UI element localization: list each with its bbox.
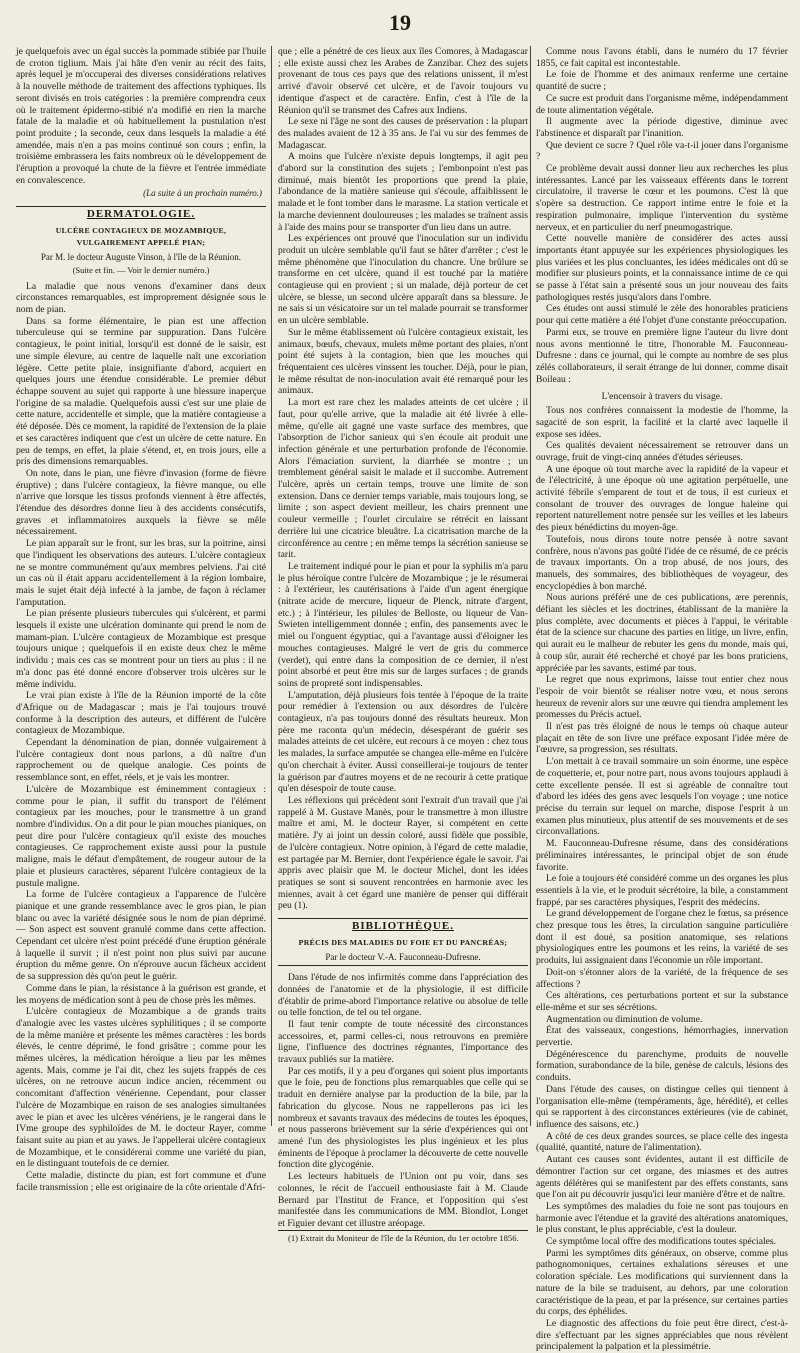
- body-paragraph: Ces qualités devaient nécessairement se retrouver dans un ouvrage, fruit de vingt-cinq années d'études sérieuses.: [536, 440, 788, 463]
- section-rule: [16, 206, 266, 207]
- body-paragraph: Parmi eux, se trouve en première ligne l'auteur du livre dont nous avons mentionné le titre, l'honorable M. Fauconneau-Dufresne : dans ce journal, qui le compte au nombre de ses plus zélés collaborateurs, il serait étrange de lui donner, comme disait Boileau :: [536, 326, 788, 385]
- body-paragraph: Le regret que nous exprimons, laisse tout entier chez nous l'espoir de voir bientôt se réaliser notre vœu, et nous serons heureux de revenir alors sur une œuvre qui tiendra amplement les promesses du Précis actuel.: [536, 674, 788, 721]
- body-paragraph: L'ulcère contagieux de Mozambique a de grands traits d'analogie avec les vastes ulcères syphilitiques ; il se comporte de la même manière et présente les mêmes caractères : les bords élevés, le centre déprimé, le fond grisâtre ; comme pour les mêmes ulcères, la médication héroïque a lieu par les mêmes agents. Mais, comme je l'ai dit, chez les sujets frappés de ces ulcères, on ne retrouve aucun indice ancien, récemment ou concomitant d'affection vénérienne. Cependant, pour classer l'ulcère de Mozambique en raison de ses analogies simultanées avec le pian et avec les ulcères vénériens, je le rangerai dans le IVme groupe des syphiloïdes de M. le docteur Rayer, comme faisant suite au pian et au yaws. Je l'appellerai ulcère contagieux de Mozambique, et le considérerai comme une variété du pian, en le distinguant toutefois de ce dernier.: [16, 1006, 266, 1170]
- body-paragraph: Ces études ont aussi stimulé le zèle des honorables praticiens pour qui cette matière a été l'objet d'une constante préoccupation.: [536, 303, 788, 327]
- body-paragraph: La forme de l'ulcère contagieux a l'apparence de l'ulcère pianique et une grande ressemblance avec le gros pian, le pian blanc ou avec la variété désignée sous le nom de pian déprimé. — Son aspect est souvent granulé comme dans cette affection. Cependant cet ulcère n'est point précédé d'une éruption générale à laquelle il survit ; il n'est point non plus suivi par aucune éruption du même genre. On n'éprouve aucun fâcheux accident de sa suppression dès qu'on peut le guérir.: [16, 889, 266, 983]
- article-subtitle: (Suite et fin. — Voir le dernier numéro.): [72, 264, 210, 275]
- body-paragraph: Les expériences ont prouvé que l'inoculation sur un individu produit un ulcère semblable qu'il faut se hâter d'arrêter ; c'est le même phénomène que l'inoculation du chancre. Une brûlure se transforme en cet ulcère, quand il est touché par la matière contagieuse qui en provient ; si un malade, déjà porteur de cet ulcère, se blesse, un second ulcère apparaît dans sa blessure. Je ne sais si un vésicatoire sur un tel malade pourrait se transformer en un ulcère semblable.: [278, 233, 528, 327]
- body-paragraph: Parmi les symptômes dits généraux, on observe, comme plus pathognomoniques, certaines exhalations séreuses et une coloration spéciale. Les modifications qui surviennent dans la nature de la bile se traduisent, au dehors, par une coloration caractéristique de la peau, et par la présence, sur certaines parties du corps, des éphélides.: [536, 1247, 788, 1318]
- body-paragraph: Sur le même établissement où l'ulcère contagieux existait, les animaux, bœufs, chevaux, mulets même portant des plaies, n'ont point été sujets à la contagion, bien que les mouches qui fréquentaient ces ulcères vinssent les toucher. Déjà, pour le pian, le même résultat de non-inoculation avait été remarqué pour les animaux.: [278, 326, 528, 397]
- intro-paragraph: je quelquefois avec un égal succès la pommade stibiée par l'huile de croton tiglium. Mais j'ai hâte d'en venir au récit des faits, après lequel je m'occuperai des diverses considérations relatives à la nouvelle méthode de traitement des affections typhiques. Ils seront divisés en trois catégories : la première comprendra ceux où le traitement épidermo-stibié n'a modifié en rien la marche fatale de la maladie et où habituellement la pustulation n'est point produite ; la seconde, ceux dans lesquels la maladie a été amendée, mais n'en a pas moins continué son cours ; enfin, la troisième embrassera les faits nombreux où le développement de l'éruption a provoqué la chute de la fièvre et l'entrée immédiate en convalescence.: [16, 46, 266, 186]
- body-paragraph: Cette maladie, distincte du pian, est fort commune et d'une facile transmission ; elle est originaire de la côte orientale d'Afri-: [16, 1170, 266, 1193]
- column-middle: [278, 46, 528, 1243]
- column-divider: [530, 46, 531, 1126]
- body-paragraph: Il augmente avec la période digestive, diminue avec l'abstinence et disparaît par l'inanition.: [536, 116, 788, 139]
- byline-rule: [278, 965, 528, 966]
- body-paragraph: Par ces motifs, il y a peu d'organes qui soient plus importants que le foie, peu de fonctions plus remarquables que celle qui se traduit en dernière analyse par la production de la bile, par la fabrication du glycose. Nous ne rappellerons pas ici les nombreux et savants travaux des médecins de toutes les époques, et nous passerons brièvement sur la série d'expériences qui ont amené l'un des physiologistes les plus ingénieux et les plus éminents de l'époque à proclamer la découverte de cette nouvelle fonction dite glycogénie.: [278, 1065, 528, 1171]
- body-paragraph: Cependant la dénomination de pian, donnée vulgairement à l'ulcère contagieux dont nous parlons, a dû naître d'un rapprochement ou de quelque analogie. Ces points de ressemblance sont, en effet, réels, et je vais les montrer.: [16, 737, 266, 784]
- body-paragraph: Tous nos confrères connaissent la modestie de l'homme, la sagacité de son esprit, la facilité et la clarté avec laquelle il expose ses idées.: [536, 405, 788, 440]
- body-paragraph: Le sexe ni l'âge ne sont des causes de préservation : la plupart des malades avaient de 12 à 35 ans. Je l'ai vu sur des femmes de Madagascar.: [278, 116, 528, 151]
- body-paragraph: Dans l'étude de nos infirmités comme dans l'appréciation des données de l'anatomie et de la physiologie, il est difficile d'établir de prime-abord l'importance relative ou absolue de telle ou telle fonction, de tel ou tel organe.: [278, 972, 528, 1019]
- body-paragraph: Le foie a toujours été considéré comme un des organes les plus essentiels à la vie, et le produit sécrétoire, la bile, a constamment frappé, par ses caractères physiques, l'esprit des médecins.: [536, 873, 788, 908]
- body-paragraph: L'amputation, déjà plusieurs fois tentée à l'époque de la traite pour remédier à l'extension ou aux désordres de l'ulcère contagieux, n'a pas toujours donné des résultats heureux. Mon père me raconta qu'un médecin, désespérant de guérir ses malades atteints de cet ulcère, eut recours à ce moyen : chez tous les malades, la surface amputée se changea elle-même en l'ulcère qu'on cherchait à éviter. Aussi conseillerai-je toujours de tenter la guérison par d'autres moyens et de ne recourir à cette pratique qu'en désespoir de toute cause.: [278, 689, 528, 795]
- body-paragraph: Les réflexions qui précèdent sont l'extrait d'un travail que j'ai rappelé à M. Gustave Manès, pour le transmettre à mon illustre maître et ami, M. le docteur Rayer, si compétent en cette matière. J'y ai joint un dessin coloré, aussi fidèle que possible, de l'ulcère contagieux. Notre opinion, à l'égard de cette maladie, est partagée par M. Bernier, dont l'expérience égale le savoir. J'ai appris avec plaisir que M. le docteur Michel, dont les idées pratiques se sont si souvent rencontrées en harmonie avec les miennes, avait à cet égard une manière de penser qui différait peu (1).: [278, 795, 528, 912]
- body-paragraph: Le traitement indiqué pour le pian et pour la syphilis m'a paru le plus héroïque contre l'ulcère de Mozambique ; je le résumerai : à l'extérieur, les cautérisations à l'aide d'un agent énergique (nitrate acide de mercure, liqueur de Plenck, nitrate d'argent, etc.) ; à l'intérieur, les pilules de Belloste, ou liqueur de Van-Swieten intelligemment donnée ; enfin, des pansements avec le miel ou l'onguent égyptiac, qui a l'avantage aussi d'éloigner les mouches contagieuses. Malgré le vert de gris du commerce (verdet), qui entre dans la composition de ce dernier, il n'est point absorbé et peut être mis sur de larges surfaces ; de grands soins de propreté sont indispensables.: [278, 560, 528, 689]
- body-paragraph: Ce symptôme local offre des modifications toutes spéciales.: [546, 1236, 777, 1248]
- body-paragraph: Il n'est pas très éloigné de nous le temps où chaque auteur plaçait en tête de son livre une préface exposant l'idée mère de l'œuvre, sa progression, ses résultats.: [536, 721, 788, 756]
- body-paragraph: Le pian apparaît sur le front, sur les bras, sur la poitrine, ainsi que l'indiquent les observations des auteurs. L'ulcère contagieux ne se montre communément qu'aux membres pelviens. J'ai cité un cas où il était apparu accidentellement à la région lombaire, mais le sujet était déjà infecté à la jambe, de façon à réclamer l'amputation.: [16, 538, 266, 608]
- section-rule: [278, 918, 528, 919]
- body-paragraph: A une époque où tout marche avec la rapidité de la vapeur et de l'électricité, à une époque où une agitation perpétuelle, une activité fébrile s'emparent de tout et de tous, il est curieux et consolant de trouver des ouvrages de longue haleine qui reportent naturellement notre pensée sur les veilles et les labeurs des pieux bénédictins du moyen-âge.: [536, 463, 788, 534]
- body-paragraph: Ces altérations, ces perturbations portent et sur la substance elle-même et sur ses sécrétions.: [536, 990, 788, 1013]
- body-paragraph: Ce sucre est produit dans l'organisme même, indépendamment de toute alimentation végétale.: [536, 92, 788, 116]
- body-paragraph: Dégénérescence du parenchyme, produits de nouvelle formation, surabondance de la bile, genèse de calculs, lésions des conduits.: [536, 1048, 788, 1084]
- body-paragraph: État des vaisseaux, congestions, hémorrhagies, innervation pervertie.: [536, 1025, 788, 1049]
- body-paragraph: Ce problème devait aussi donner lieu aux recherches les plus intéressantes. Lancé par les vaisseaux efférents dans le torrent circulatoire, il traverse le cœur et les poumons. C'est là que s'opère sa destruction. Ce rapport intime entre le foie et la respiration pulmonaire, implique l'intervention du système nerveux, et en particulier du nerf pneumogastrique.: [536, 163, 788, 233]
- continuation-note: (La suite à un prochain numéro.): [143, 188, 262, 199]
- body-paragraph: Nous aurions préféré une de ces publications, ære perennis, défiant les siècles et les doctrines, établissant de la manière la plus complète, avec documents et pièces à l'appui, le véritable état de la science sur chacune des parties en litige, un livre, enfin, qui aurait eu le malheur de rebuter les gens du monde, mais qui, à coup sûr, aurait été recherché et choyé par les bons praticiens, appréciée par les savants, estimé par tous.: [536, 592, 788, 674]
- body-paragraph: que ; elle a pénétré de ces lieux aux îles Comores, à Madagascar ; elle existe aussi chez les Arabes de Zanzibar. Chez des sujets provenant de tous ces pays que des relations unissent, il m'est arrivé d'avoir observé cet ulcère, et de l'avoir toujours vu identique d'aspect et de caractère. Enfin, c'est à l'île de la Réunion qu'il se transmet des Cafres aux Indiens.: [278, 46, 528, 116]
- verse-quote: L'encensoir à travers du visage.: [601, 391, 723, 403]
- body-paragraph: La maladie que nous venons d'examiner dans deux circonstances remarquables, est improprement désignée sous le nom de pian.: [16, 280, 266, 316]
- column-right: [536, 46, 788, 1353]
- body-paragraph: L'on mettait à ce travail sommaire un soin énorme, une espèce de coquetterie, et, pour notre part, nous avons toujours applaudi à cette excellente pensée. Il est si agréable de connaître tout d'abord les idées des gens avec lesquels l'on voyage ; une notice précise du terrain sur lequel on marche, dispose l'esprit à un examen plus minutieux, plus attentif de ses mouvements et de ses circonvallations.: [536, 756, 788, 838]
- article-byline: Par le docteur V.-A. Fauconneau-Dufresne.: [325, 952, 481, 963]
- body-paragraph: Comme dans le pian, la résistance à la guérison est grande, et les moyens de médication sont à peu de chose près les mêmes.: [16, 982, 266, 1006]
- column-left: [16, 46, 266, 1193]
- article-title: ULCÈRE CONTAGIEUX DE MOZAMBIQUE, VULGAIREMENT APPELÉ PIAN;: [55, 225, 227, 247]
- body-paragraph: Toutefois, nous dirons toute notre pensée à notre savant confrère, nous n'avons pas goûté l'idée de ce résumé, de ce précis de travaux importants. On a trop abusé, de nos jours, des manuels, des sommaires, des bibliothèques de voyageur, des encyclopédies à bon marché.: [536, 533, 788, 592]
- article-title: PRÉCIS DES MALADIES DU FOIE ET DU PANCRÉAS;: [298, 937, 508, 947]
- body-paragraph: Les lecteurs habituels de l'Union ont pu voir, dans ses colonnes, le récit de l'accueil enthousiaste fait à M. Claude Bernard par l'Institut de France, et l'opposition qui s'est manifestée dans les communications de MM. Blondlot, Longet et Figuier devant cet illustre aréopage.: [278, 1171, 528, 1229]
- section-heading-bibliotheque: BIBLIOTHÈQUE.: [352, 920, 454, 933]
- body-paragraph: Que devient ce sucre ? Quel rôle va-t-il jouer dans l'organisme ?: [536, 139, 788, 163]
- body-paragraph: Dans sa forme élémentaire, le pian est une affection tuberculeuse qui se termine par suppuration. Dans l'ulcère contagieux, le point initial, lorsqu'il est donné de le saisir, est une simple élevure, au centre de laquelle naît une excoriation légère. Cette petite plaie, insignifiante d'abord, acquiert en quelques jours une étendue considérable. Le premier début échappe souvent au sujet qui rapporte à une blessure inaperçue l'origine de sa maladie. Quelquefois aussi c'est sur une plaie de cette nature, accidentelle et simple, que la matière contagieuse a été déposée. Dès ce moment, la rapidité de l'extension de la plaie et ses caractères indiquent que c'est un ulcère de cette nature. En peu de temps, en effet, la plaie s'étend, et, en trois jours, elle a pris des dimensions remarquables.: [16, 315, 266, 468]
- body-paragraph: Autant ces causes sont évidentes, autant il est difficile de démontrer l'action sur cet organe, des miasmes et des autres agents délétères qui se manifestent par des effets constants, sans que l'on ait pu découvrir jusqu'ici leur manière d'être et de naître.: [536, 1154, 788, 1201]
- body-paragraph: L'ulcère de Mozambique est éminemment contagieux : comme pour le pian, il suffit du transport de l'élément contagieux par les mouches, pour le transmettre à un grand nombre d'individus. On a dit pour le pian mouches pianiques, on peut dire pour l'ulcère contagieux qu'il existe des mouches contagieuses. Ce rapprochement existe aussi pour la pustule maligne, mais le défaut d'empâtement, de rougeur autour de la plaie et plusieurs caractères, séparent l'ulcère contagieux de la pustule maligne.: [16, 783, 266, 889]
- body-paragraph: A côté de ces deux grandes sources, se place celle des ingesta (qualité, quantité, nature de l'alimentation).: [536, 1130, 788, 1154]
- body-paragraph: Augmentation ou diminution de volume.: [546, 1013, 703, 1025]
- body-paragraph: Le foie de l'homme et des animaux renferme une certaine quantité de sucre ;: [536, 69, 788, 93]
- body-paragraph: A moins que l'ulcère n'existe depuis longtemps, il agit peu d'abord sur la constitution des sujets ; l'embonpoint n'est pas diminué, mais bientôt les proportions que prend la plaie, l'abondance de la matière sanieuse qui s'écoule, affaiblissent le malade et le font tomber dans le marasme. La station verticale et la marche deviennent douloureuses ; les malades se traînent assis à l'aide des mains pour se transporter d'un lieu dans un autre.: [278, 151, 528, 233]
- footnote: (1) Extrait du Moniteur de l'île de la Réunion, du 1er octobre 1856.: [278, 1230, 528, 1245]
- section-heading-dermatologie: DERMATOLOGIE.: [86, 208, 196, 221]
- body-paragraph: Doit-on s'étonner alors de la variété, de la fréquence de ses affections ?: [536, 966, 788, 990]
- body-paragraph: On note, dans le pian, une fièvre d'invasion (forme de fièvre éruptive) ; dans l'ulcère contagieux, la fièvre manque, ou elle n'arrive que lorsque les tissus profonds viennent à être affectés, l'étendue des désordres donne lieu à des accidents consécutifs, graves et inflammatoires auxquels la fièvre se mêle nécessairement.: [16, 467, 266, 538]
- body-paragraph: Le vrai pian existe à l'île de la Réunion importé de la côte d'Afrique ou de Madagascar ; mais je l'ai toujours trouvé conforme à la description des auteurs, et différent de l'ulcère contagieux de Mozambique.: [16, 690, 266, 737]
- article-byline: Par M. le docteur Auguste Vinson, à l'île de la Réunion.: [40, 252, 242, 263]
- body-paragraph: Il faut tenir compte de toute nécessité des circonstances accessoires, et, parmi celles-ci, nous retrouvons en première ligne, l'influence des doctrines régnantes, l'importance des travaux publiés sur la matière.: [278, 1018, 528, 1066]
- body-paragraph: Le grand développement de l'organe chez le fœtus, sa présence chez presque tous les êtres, la circulation sanguine particulière dont il est doué, sa position anatomique, ses relations physiologiques entre les poumons et les reins, la variété de ses produits, lui assignaient dans l'économie un rôle important.: [536, 908, 788, 967]
- body-paragraph: Le diagnostic des affections du foie peut être direct, c'est-à-dire s'effectuant par les signes appréciables que nous révèlent principalement la palpation et la plessimétrie.: [536, 1317, 788, 1353]
- body-paragraph: La mort est rare chez les malades atteints de cet ulcère ; il faut, pour qu'elle arrive, que la maladie ait été livrée à elle-même, qu'elle ait gagné une vaste surface des membres, que l'absorption de l'ichor sanieux qui s'en écoule ait produit une infection générale et une perturbation profonde de l'économie. Alors l'émaciation survient, la diarrhée se montre ; un tremblement général saisit le malade et il succombe. Autrement l'ulcère, après un certain temps, trouve une limite de son extension. Dans ce dernier temps variable, mais toujours long, se limite ; son aspect devient meilleur, les chairs prennent une couleur vermeille ; l'ourlet circulaire se rétrécit en laissant derrière lui une cicatrice bleuâtre. La cicatrisation marche de la circonférence au centre ; en même temps la sécrétion sanieuse se tarit.: [278, 397, 528, 561]
- body-paragraph: M. Fauconneau-Dufresne résume, dans des considérations préliminaires intéressantes, le principal objet de son étude favorite.: [536, 838, 788, 873]
- body-paragraph: Dans l'étude des causes, on distingue celles qui tiennent à l'organisation elle-même (tempéraments, âge, hérédité), et celles qui se rapportent à des circonstances extérieures (vie de cabinet, influence des saisons, etc.): [536, 1083, 788, 1130]
- page-number: 19: [389, 10, 411, 35]
- body-paragraph: Comme nous l'avons établi, dans le numéro du 17 février 1855, ce fait capital est incontestable.: [536, 46, 788, 69]
- body-paragraph: Le pian présente plusieurs tubercules qui s'ulcèrent, et parmi lesquels il existe une ulcération dominante qui prend le nom de mamam-pian. L'ulcère contagieux de Mozambique est presque toujours unique ; quelquefois il en existe deux chez le même individu ; mais ces cas se montrent pour un tiers au plus : il ne m'a donc pas été donné encore d'observer trois ulcères sur le même individu.: [16, 608, 266, 690]
- body-paragraph: Cette nouvelle manière de considérer des actes aussi importants étant appuyée sur les expériences physiologiques les plus variées et les plus concluantes, les idées médicales ont dû se modifier sur plusieurs points, et la connaissance intime de ce qui se passe à l'état sain a présenté sous un jour nouveau des faits pathologiques restés jusqu'alors dans l'ombre.: [536, 233, 788, 303]
- column-divider: [271, 46, 272, 1126]
- body-paragraph: Les symptômes des maladies du foie ne sont pas toujours en harmonie avec l'étendue et la gravité des altérations anatomiques, le plus constant, le plus appréciable, c'est la douleur.: [536, 1200, 788, 1236]
